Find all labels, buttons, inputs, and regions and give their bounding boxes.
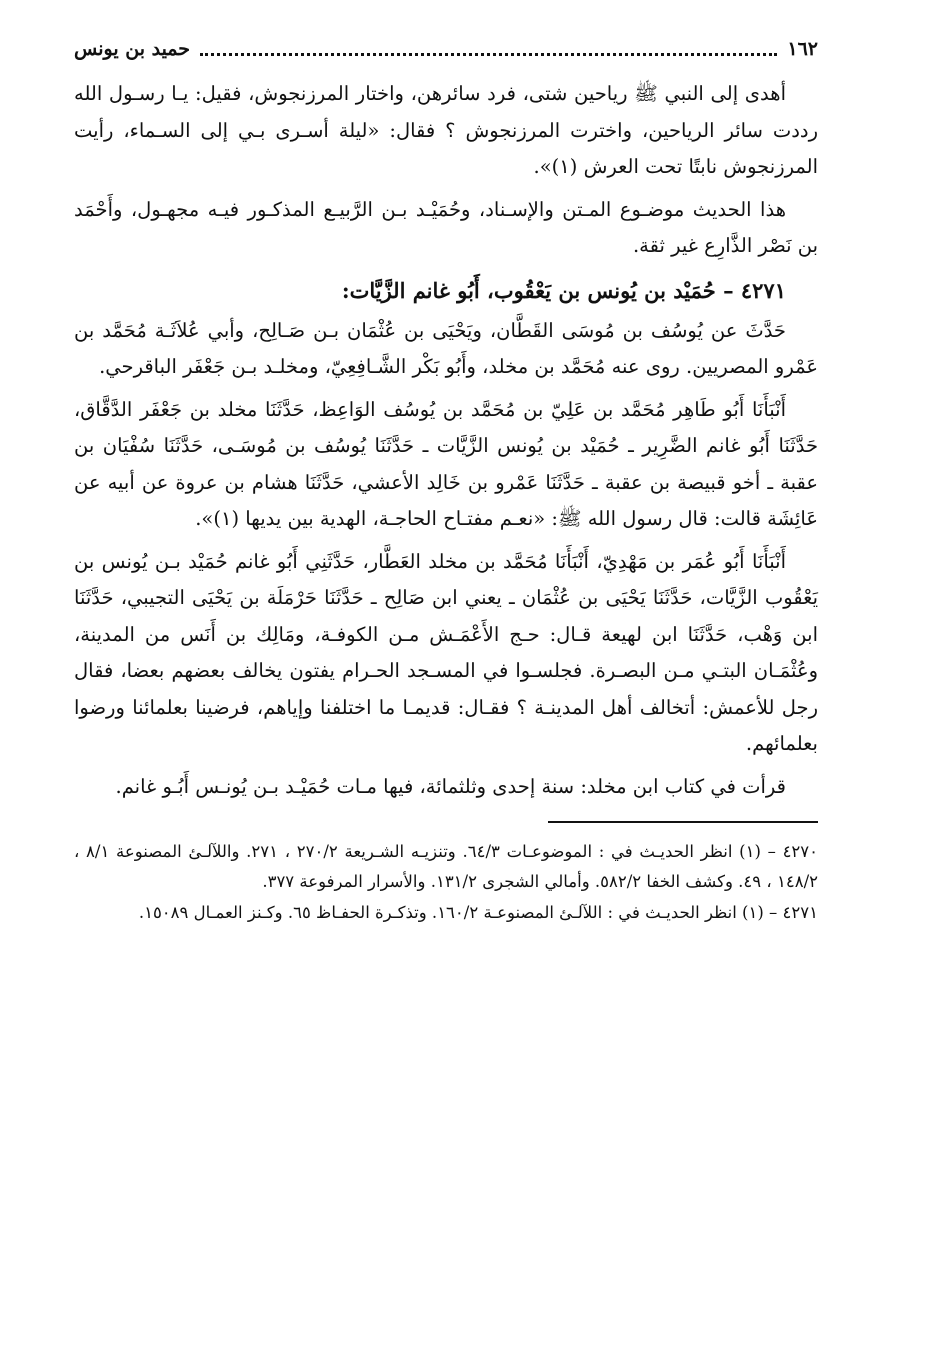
- footnote-4270: ٤٢٧٠ – (١) انظر الحديـث في : الموضوعـات ٦٤/٣. وتنزيـه الشـريعة ٢٧٠/٢ ، ٢٧١. واللآلـئ المصنوعة ٨/١ ، ١٤٨/٢ ، ٤٩. وكشف الخفا ٥٨٢/٢. وأمالي الشجرى ١٣١/٢. والأسرار المرفوعة ٣٧٧.: [74, 842, 819, 891]
- running-header: [74, 30, 818, 64]
- main-text: [74, 76, 818, 805]
- paragraph-isnad-first: أَنْبَأَنَا أَبُو طَاهِر مُحَمَّد بن عَلِيّ بن مُحَمَّد بن يُوسُف الوَاعِظ، حَدَّثَنَا مخلد بن جَعْفَر الدَّقَّاق، حَدَّثَنَا أَبُو غانم الضَّرِير ـ حُمَيْد بن يُونس الزَّيَّات ـ حَدَّثَنَا يُوسُف بن مُوسَـى، حَدَّثَنَا سُفْيَان بن عقبة ـ أخو قبيصة بن عقبة ـ حَدَّثَنَا عَمْرو بن خَالِد الأعشي، حَدَّثَنَا هشام بن عروة عن أبيه عن عَائِشَة قالت: قال رسول الله ﷺ: «نعـم مفتـاح الحاجـة، الهدية بين يديها (١)».: [74, 397, 818, 530]
- page-number: ١٦٢: [787, 38, 818, 60]
- running-title: حميد بن يونس: [74, 38, 191, 60]
- footnote-separator: [548, 821, 818, 823]
- paragraph-biography: حَدَّثَ عن يُوسُف بن مُوسَى القَطَّان، ويَحْيَى بن عُثْمَان بـن صَـالِح، وأبي عُلاَثَـة مُحَمَّد بن عَمْرو المصريين. روى عنه مُحَمَّد بن مخلد، وأَبُو بَكْر الشَّـافِعِيّ، ومخلـد بـن جَعْفَر الباقرحي.: [74, 318, 818, 378]
- paragraph-isnad-second: أَنْبَأَنَا أَبُو عُمَر بن مَهْدِيّ، أَنْبَأَنَا مُحَمَّد بن مخلد العَطَّار، حَدَّثَنِي أَبُو غانم حُمَيْد بـن يُونس بن يَعْقُوب الزَّيَّات، حَدَّثَنَا يَحْيَى بن عُثْمَان ـ يعني ابن صَالِح ـ حَدَّثَنَا حَرْمَلَة بن يَحْيَى التجيبي، حَدَّثَنَا ابن وَهْب، حَدَّثَنَا ابن لهيعة قـال: حـج الأَعْمَـش مـن الكوفـة، ومَالِك بن أَنَس من المدينة، وعُثْمَـان البتـي مـن البصـرة. فجلسـوا في المسـجد الحـرام يفتون يخالف بعضهم بعضا، فقال رجل للأعمش: أتخالف أهل المدينـة ؟ فقـال: قديمـا ما اختلفنا وإياهم، فرضينا بعلمائنا ورضوا بعلمائهم.: [74, 549, 818, 755]
- paragraph-hadith-text: أهدى إلى النبي ﷺ رياحين شتى، فرد سائرهن، واختار المرزنجوش، فقيل: يـا رسـول الله رددت سائر الرياحين، واخترت المرزنجوش ؟ فقال: «ليلة أسـرى بـي إلى السـماء، رأيت المرزنجوش نابتًا تحت العرش (١)».: [74, 82, 818, 178]
- paragraph-hadith-judgement: هذا الحديث موضـوع المـتن والإسـناد، وحُمَيْـد بـن الرَّبيـع المذكـور فيـه مجهـول، وأَحْمَد بن نَصْر الذَّارِع غير ثقة.: [74, 197, 818, 257]
- footnote-4271: ٤٢٧١ – (١) انظر الحديـث في : اللآلـئ المصنوعـة ١٦٠/٢. وتذكـرة الحفـاظ ٦٥. وكـنز العمـال ١٥٠٨٩.: [138, 903, 818, 922]
- footnotes: [74, 837, 818, 928]
- book-page: [74, 30, 818, 1330]
- paragraph-death-note: قرأت في كتاب ابن مخلد: سنة إحدى وثلثمائة، فيها مـات حُمَيْـد بـن يُونـس أَبُـو غانم.: [115, 774, 786, 798]
- header-dotted-leader: [200, 53, 777, 56]
- entry-title: ٤٢٧١ – حُمَيْد بن يُونس بن يَعْقُوب، أَبُو غانم الزَّيَّات:: [341, 277, 786, 303]
